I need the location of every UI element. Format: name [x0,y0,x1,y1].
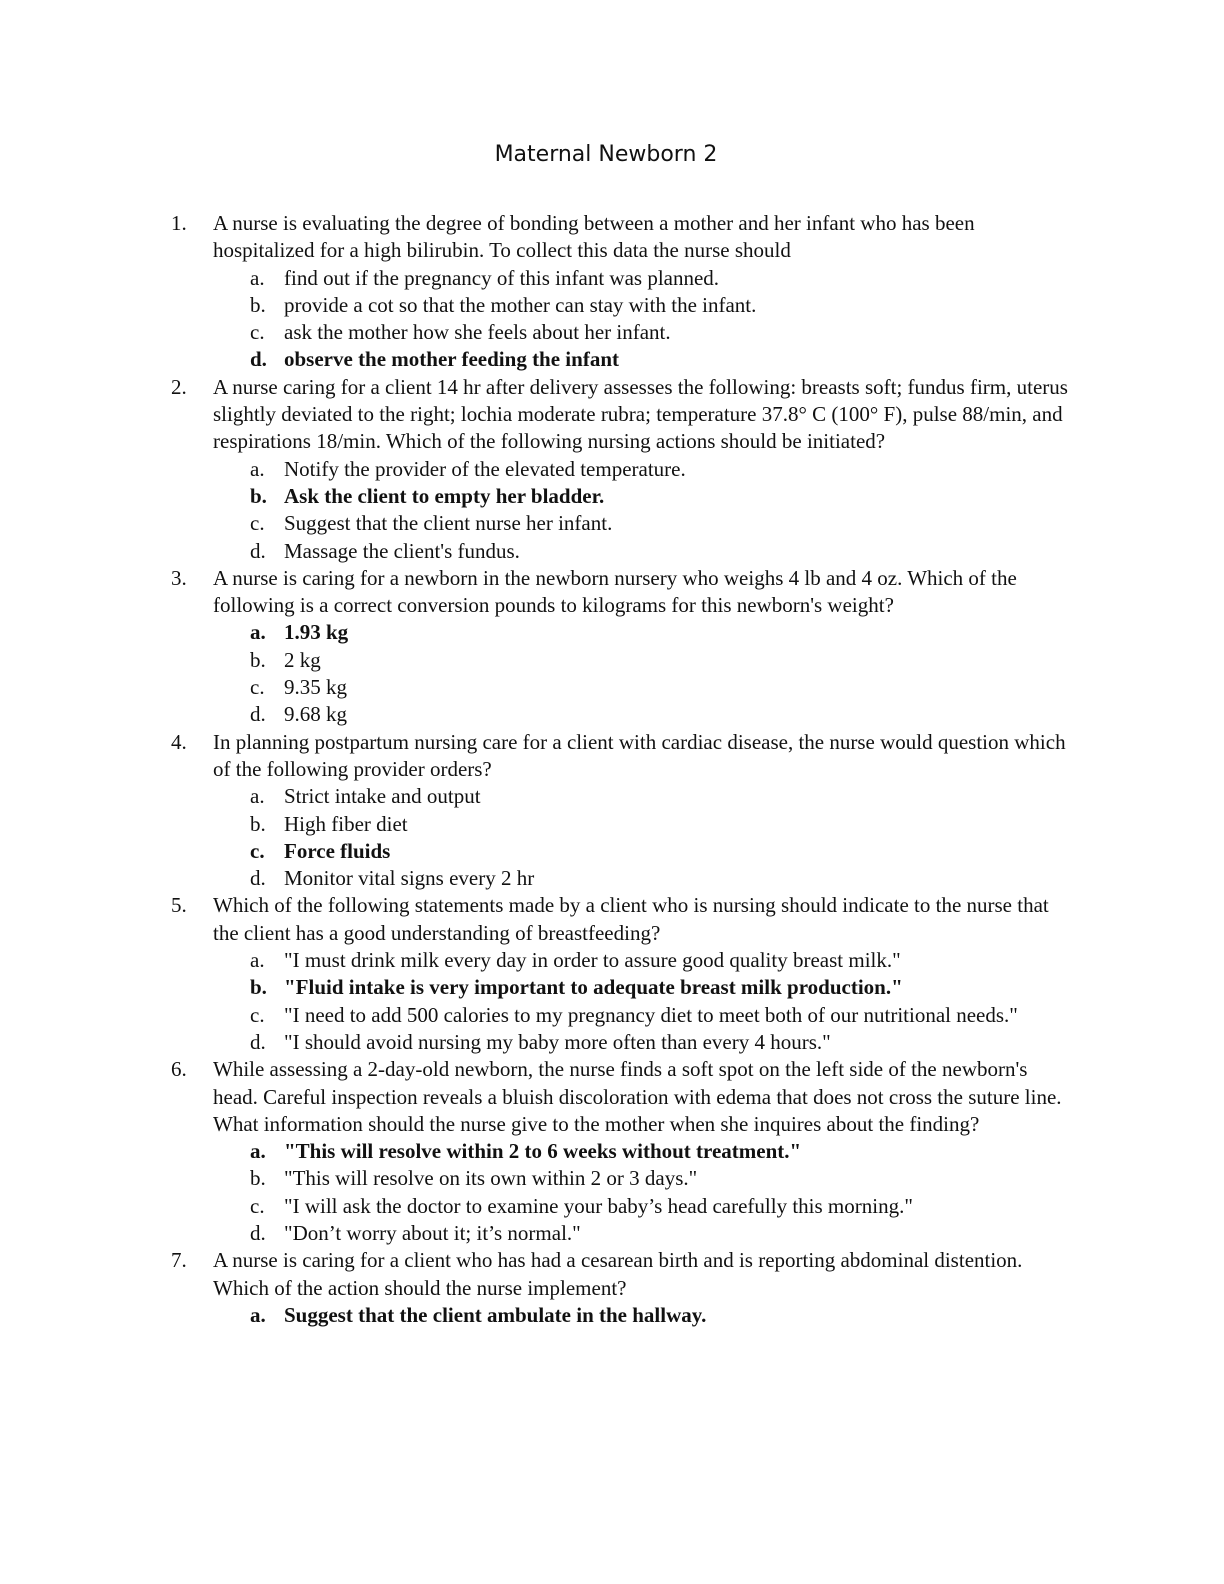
option-letter: d. [250,1220,266,1245]
option-text: "Don’t worry about it; it’s normal." [284,1220,581,1245]
option-text: Strict intake and output [284,784,481,809]
answer-option [213,1002,1071,1029]
answer-option [213,319,1071,346]
answer-option-correct [213,346,1071,373]
answer-option-correct [213,483,1071,510]
option-text: "I must drink milk every day in order to assure good quality breast milk." [284,948,901,973]
option-text: "Fluid intake is very important to adequate breast milk production." [284,975,903,1000]
question-body [213,1056,1071,1247]
question-body [213,1247,1071,1329]
question-text: A nurse is caring for a newborn in the newborn nursery who weighs 4 lb and 4 oz. Which of the following is a correct conversion pounds to kilograms for this newborn's weight? [213,565,1017,618]
answer-option [213,647,1071,674]
answer-option-correct [213,619,1071,646]
option-text: "I need to add 500 calories to my pregnancy diet to meet both of our nutritional needs." [284,1002,1018,1027]
question-item [171,1056,1071,1247]
option-text: Notify the provider of the elevated temperature. [284,456,686,481]
question-body [213,729,1071,893]
option-letter: d. [250,538,266,563]
option-letter: a. [250,1139,266,1164]
answer-options [213,783,1071,892]
option-letter: b. [250,1166,266,1191]
option-text: Suggest that the client ambulate in the hallway. [284,1302,707,1327]
answer-options [213,1302,1071,1329]
question-number: 5. [171,893,187,918]
option-text: Massage the client's fundus. [284,538,520,563]
option-text: 2 kg [284,647,321,672]
question-item [171,374,1071,565]
answer-option [213,701,1071,728]
option-text: find out if the pregnancy of this infant was planned. [284,265,720,290]
answer-options [213,1138,1071,1247]
option-letter: d. [250,347,267,372]
question-item [171,729,1071,893]
question-body [213,210,1071,374]
option-letter: b. [250,975,267,1000]
option-letter: b. [250,811,266,836]
question-text: A nurse is caring for a client who has had a cesarean birth and is reporting abdominal distention. Which of the action should the nurse implement? [213,1248,1023,1300]
question-body [213,374,1071,565]
option-text: "This will resolve within 2 to 6 weeks without treatment." [284,1139,802,1164]
option-letter: b. [250,483,267,508]
answer-option [213,674,1071,701]
option-text: Monitor vital signs every 2 hr [284,866,535,891]
option-letter: a. [250,265,265,290]
question-text: A nurse caring for a client 14 hr after delivery assesses the following: breasts soft; fundus firm, uterus slightly deviated to the right; lochia moderate rubra; temperature 37.8° C (100° F), pulse 88/min, and respirations 18/min. Which of the following nursing actions should be initiated? [213,374,1068,454]
answer-options [213,456,1071,565]
answer-option [213,1220,1071,1247]
option-text: "I should avoid nursing my baby more often than every 4 hours." [284,1029,831,1054]
option-letter: b. [250,292,266,317]
answer-option [213,1193,1071,1220]
option-letter: a. [250,948,265,973]
question-number: 2. [171,374,187,399]
question-text: In planning postpartum nursing care for a client with cardiac disease, the nurse would question which of the following provider orders? [213,729,1066,781]
answer-option [213,1165,1071,1192]
option-letter: c. [250,838,265,863]
answer-option [213,456,1071,483]
option-text: High fiber diet [284,811,408,836]
answer-options [213,947,1071,1056]
question-list [171,210,1071,1329]
question-body [213,565,1071,729]
option-text: observe the mother feeding the infant [284,347,619,372]
question-text: While assessing a 2-day-old newborn, the nurse finds a soft spot on the left side of the newborn's head. Careful inspection reveals a bluish discoloration with edema that does not cross the suture line. What information should the nurse give to the mother when she inquires about the finding? [213,1057,1062,1136]
option-text: Ask the client to empty her bladder. [284,483,605,508]
question-text: Which of the following statements made by a client who is nursing should indicate to the nurse that the client has a good understanding of breastfeeding? [213,893,1049,945]
question-text: A nurse is evaluating the degree of bonding between a mother and her infant who has been hospitalized for a high bilirubin. To collect this data the nurse should [213,211,975,263]
option-text: ask the mother how she feels about her infant. [284,320,671,345]
option-letter: c. [250,1193,265,1218]
answer-option-correct [213,1138,1071,1165]
option-text: Force fluids [284,838,391,863]
question-item [171,892,1071,1056]
answer-option [213,783,1071,810]
question-number: 7. [171,1248,187,1273]
option-text: 9.35 kg [284,675,347,700]
answer-option [213,538,1071,565]
option-letter: a. [250,620,266,645]
answer-option [213,947,1071,974]
question-item [171,565,1071,729]
option-text: "This will resolve on its own within 2 or 3 days." [284,1166,698,1191]
option-letter: d. [250,1029,266,1054]
answer-option [213,510,1071,537]
option-letter: c. [250,320,265,345]
option-text: 9.68 kg [284,702,347,727]
option-letter: c. [250,675,265,700]
question-number: 6. [171,1057,187,1082]
answer-option [213,1029,1071,1056]
option-letter: b. [250,647,266,672]
option-text: "I will ask the doctor to examine your baby’s head carefully this morning." [284,1193,913,1218]
answer-option-correct [213,1302,1071,1329]
answer-option [213,811,1071,838]
option-letter: d. [250,702,266,727]
answer-option-correct [213,838,1071,865]
answer-option [213,292,1071,319]
answer-option-correct [213,974,1071,1001]
question-number: 4. [171,729,187,754]
question-item [171,210,1071,374]
question-item [171,1247,1071,1329]
option-text: 1.93 kg [284,620,349,645]
option-letter: d. [250,866,266,891]
answer-option [213,265,1071,292]
answer-option [213,865,1071,892]
answer-options [213,265,1071,374]
option-letter: a. [250,456,265,481]
answer-options [213,619,1071,728]
page-title: Maternal Newborn 2 [494,142,718,167]
question-body [213,892,1071,1056]
option-letter: c. [250,1002,265,1027]
option-text: provide a cot so that the mother can stay with the infant. [284,292,757,317]
option-letter: a. [250,1302,266,1327]
option-letter: c. [250,511,265,536]
option-letter: a. [250,784,265,809]
question-number: 3. [171,565,187,590]
question-number: 1. [171,211,187,235]
option-text: Suggest that the client nurse her infant. [284,511,613,536]
